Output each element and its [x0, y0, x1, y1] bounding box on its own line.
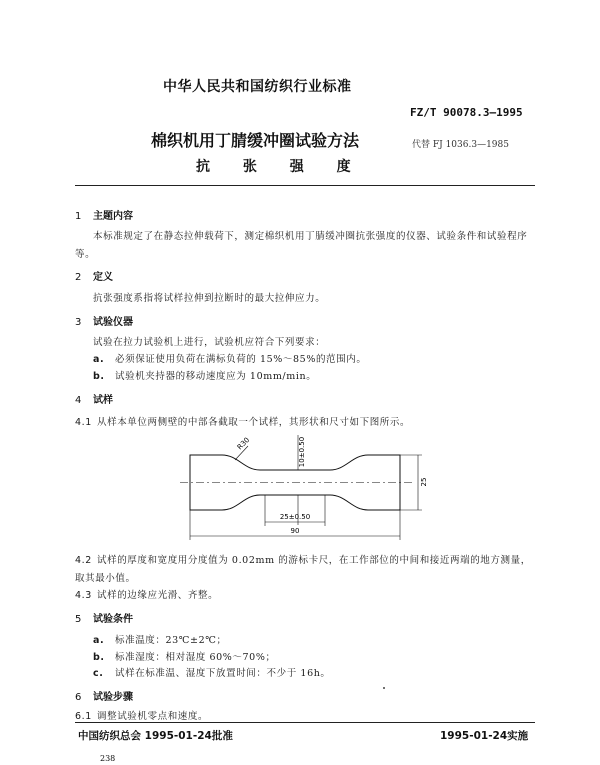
section-3-item-a — [93, 351, 366, 365]
section-title: 试样 — [93, 395, 113, 406]
section-5-item-c — [93, 665, 331, 679]
section-6-heading — [75, 688, 133, 703]
length-label: 90 — [290, 527, 300, 535]
width-label: 10±0.50 — [298, 436, 306, 468]
section-number: 5 — [75, 614, 82, 625]
implementation-date: 1995-01-24实施 — [440, 730, 529, 742]
item-label: b. — [93, 371, 105, 382]
gauge-label: 25±0.50 — [279, 513, 311, 521]
section-5-item-a — [93, 632, 227, 646]
section-1-heading — [75, 207, 133, 222]
height-label: 25 — [420, 477, 428, 487]
item-text: 标准温度：23℃±2℃； — [115, 635, 227, 646]
clause-number: 4.2 — [75, 555, 92, 566]
item-label: a. — [93, 635, 105, 646]
clause-text: 试样的边缘应光滑、齐整。 — [97, 590, 219, 601]
section-number: 3 — [75, 317, 82, 328]
section-1-text-line1: 本标准规定了在静态拉伸载荷下，测定棉织机用丁腈缓冲圈抗张强度的仪器、试验条件和试验程序 — [93, 231, 528, 242]
clause-text: 试样的厚度和宽度用分度值为 0.02mm 的游标卡尺，在工作部位的中间和接近两端的地方测量， — [97, 555, 531, 566]
section-title: 试验仪器 — [93, 317, 133, 328]
item-text: 试样在标准温、湿度下放置时间：不少于 16h。 — [115, 668, 331, 679]
section-3-item-b — [93, 368, 316, 382]
section-number: 4 — [75, 395, 82, 406]
standard-category-title: 中华人民共和国纺织行业标准 — [163, 79, 352, 95]
document-subtitle: 抗 张 强 度 — [196, 159, 365, 175]
document-title: 棉织机用丁腈缓冲圈试验方法 — [151, 131, 360, 150]
radius-label: R30 — [235, 436, 252, 452]
approval-date: 中国纺织总会 1995-01-24批准 — [78, 730, 233, 742]
clause-number: 6.1 — [75, 711, 92, 722]
footer-divider — [75, 722, 535, 723]
section-2-text: 抗张强度系指将试样拉伸到拉断时的最大拉伸应力。 — [93, 293, 326, 304]
section-5-item-b — [93, 649, 276, 663]
stray-mark — [383, 687, 385, 689]
header-divider — [75, 185, 535, 186]
section-1-text-line2: 等。 — [75, 249, 96, 260]
item-text: 标准湿度：相对湿度 60%～70%； — [115, 652, 276, 663]
item-label: b. — [93, 652, 105, 663]
specimen-dimension-diagram — [180, 430, 440, 545]
clause-4-3 — [75, 587, 218, 601]
clause-text: 调整试验机零点和速度。 — [97, 711, 209, 722]
item-text: 试验机夹持器的移动速度应为 10mm/min。 — [115, 371, 317, 382]
section-3-intro: 试验在拉力试验机上进行，试验机应符合下列要求： — [93, 337, 326, 348]
clause-text: 从样本单位两侧壁的中部各截取一个试样，其形状和尺寸如下图所示。 — [97, 417, 411, 428]
section-title: 主题内容 — [93, 211, 133, 222]
section-3-heading — [75, 313, 133, 328]
section-number: 6 — [75, 692, 82, 703]
clause-number: 4.3 — [75, 590, 92, 601]
page-number: 238 — [100, 754, 116, 763]
section-title: 试验条件 — [93, 614, 133, 625]
section-title: 定义 — [93, 272, 113, 283]
section-2-heading — [75, 268, 113, 283]
clause-4-2-line1 — [75, 552, 531, 566]
clause-number: 4.1 — [75, 417, 92, 428]
item-text: 必须保证使用负荷在满标负荷的 15%～85%的范围内。 — [115, 354, 367, 365]
clause-6-1 — [75, 708, 208, 722]
clause-4-2-line2: 取其最小值。 — [75, 573, 136, 584]
clause-4-1 — [75, 414, 410, 428]
section-5-heading — [75, 610, 133, 625]
standard-code: FZ/T 90078.3—1995 — [410, 106, 523, 119]
item-label: a. — [93, 354, 105, 365]
section-4-heading — [75, 391, 113, 406]
section-number: 1 — [75, 211, 82, 222]
section-title: 试验步骤 — [93, 692, 133, 703]
replaces-note: 代替 FJ 1036.3—1985 — [412, 140, 509, 150]
section-number: 2 — [75, 272, 82, 283]
item-label: c. — [93, 668, 104, 679]
